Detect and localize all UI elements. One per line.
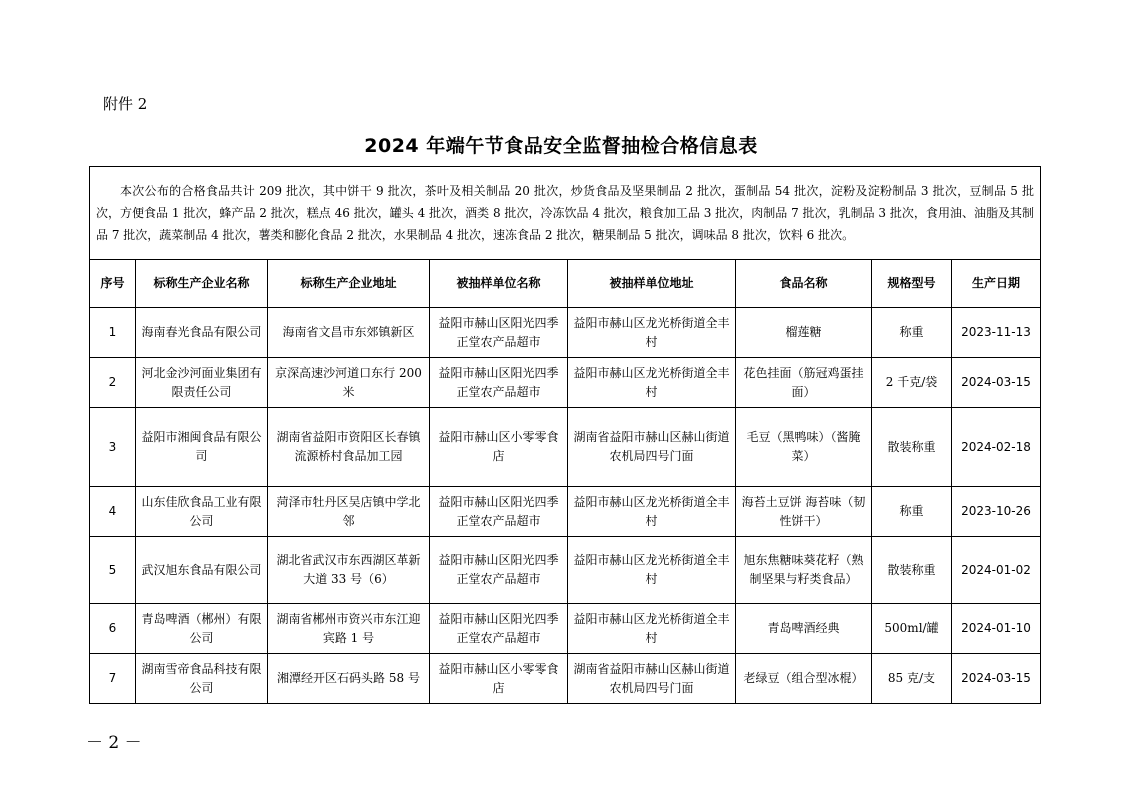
spec: 散装称重 (872, 537, 952, 604)
producer-address: 湖北省武汉市东西湖区革新大道 33 号（6） (268, 537, 430, 604)
production-date: 2023-10-26 (952, 487, 1041, 537)
food-name: 旭东焦糖味葵花籽（熟制坚果与籽类食品） (736, 537, 872, 604)
spec: 2 千克/袋 (872, 358, 952, 408)
sampled-unit-name: 益阳市赫山区阳光四季正堂农产品超市 (430, 604, 568, 654)
sampled-unit-address: 湖南省益阳市赫山区赫山街道农机局四号门面 (568, 654, 736, 704)
producer-address: 湖南省郴州市资兴市东江迎宾路 1 号 (268, 604, 430, 654)
producer-name: 海南春光食品有限公司 (136, 308, 268, 358)
header-spec: 规格型号 (872, 260, 952, 308)
table-row (90, 358, 1041, 408)
producer-address: 海南省文昌市东郊镇新区 (268, 308, 430, 358)
sampled-unit-address: 益阳市赫山区龙光桥街道全丰村 (568, 358, 736, 408)
sampled-unit-name: 益阳市赫山区小零零食店 (430, 408, 568, 487)
row-no: 7 (90, 654, 136, 704)
spec: 称重 (872, 308, 952, 358)
food-name: 老绿豆（组合型冰棍） (736, 654, 872, 704)
production-date: 2024-03-15 (952, 358, 1041, 408)
producer-name: 青岛啤酒（郴州）有限公司 (136, 604, 268, 654)
attachment-label: 附件 2 (103, 95, 148, 113)
sampled-unit-name: 益阳市赫山区小零零食店 (430, 654, 568, 704)
food-name: 海苔土豆饼 海苔味（韧性饼干） (736, 487, 872, 537)
sampled-unit-address: 益阳市赫山区龙光桥街道全丰村 (568, 604, 736, 654)
producer-address: 湖南省益阳市资阳区长春镇流源桥村食品加工园 (268, 408, 430, 487)
producer-name: 湖南雪帝食品科技有限公司 (136, 654, 268, 704)
table-row (90, 654, 1041, 704)
producer-name: 益阳市湘闽食品有限公司 (136, 408, 268, 487)
table-row (90, 408, 1041, 487)
table-row (90, 604, 1041, 654)
sampled-unit-name: 益阳市赫山区阳光四季正堂农产品超市 (430, 487, 568, 537)
producer-name: 武汉旭东食品有限公司 (136, 537, 268, 604)
food-name: 榴莲糖 (736, 308, 872, 358)
production-date: 2024-03-15 (952, 654, 1041, 704)
sampled-unit-name: 益阳市赫山区阳光四季正堂农产品超市 (430, 537, 568, 604)
header-row (90, 260, 1041, 308)
header-food-name: 食品名称 (736, 260, 872, 308)
producer-address: 京深高速沙河道口东行 200 米 (268, 358, 430, 408)
producer-name: 河北金沙河面业集团有限责任公司 (136, 358, 268, 408)
production-date: 2024-02-18 (952, 408, 1041, 487)
page-title: 2024 年端午节食品安全监督抽检合格信息表 (364, 135, 758, 157)
spec: 散装称重 (872, 408, 952, 487)
page-number: － 2 － (86, 733, 142, 753)
food-name: 青岛啤酒经典 (736, 604, 872, 654)
sampled-unit-address: 益阳市赫山区龙光桥街道全丰村 (568, 487, 736, 537)
row-no: 6 (90, 604, 136, 654)
sampled-unit-address: 湖南省益阳市赫山区赫山街道农机局四号门面 (568, 408, 736, 487)
row-no: 2 (90, 358, 136, 408)
production-date: 2024-01-10 (952, 604, 1041, 654)
row-no: 3 (90, 408, 136, 487)
spec: 500ml/罐 (872, 604, 952, 654)
inspection-table (89, 166, 1041, 704)
food-name: 花色挂面（筋冠鸡蛋挂面） (736, 358, 872, 408)
production-date: 2024-01-02 (952, 537, 1041, 604)
header-producer-address: 标称生产企业地址 (268, 260, 430, 308)
header-date: 生产日期 (952, 260, 1041, 308)
sampled-unit-name: 益阳市赫山区阳光四季正堂农产品超市 (430, 308, 568, 358)
header-sampled-unit: 被抽样单位名称 (430, 260, 568, 308)
summary-row (90, 167, 1041, 260)
producer-address: 菏泽市牡丹区吴店镇中学北邻 (268, 487, 430, 537)
sampled-unit-address: 益阳市赫山区龙光桥街道全丰村 (568, 537, 736, 604)
table-row (90, 537, 1041, 604)
table-row (90, 308, 1041, 358)
spec: 称重 (872, 487, 952, 537)
header-sampled-address: 被抽样单位地址 (568, 260, 736, 308)
sampled-unit-address: 益阳市赫山区龙光桥街道全丰村 (568, 308, 736, 358)
producer-name: 山东佳欣食品工业有限公司 (136, 487, 268, 537)
sampled-unit-name: 益阳市赫山区阳光四季正堂农产品超市 (430, 358, 568, 408)
row-no: 4 (90, 487, 136, 537)
producer-address: 湘潭经开区石码头路 58 号 (268, 654, 430, 704)
table-row (90, 487, 1041, 537)
spec: 85 克/支 (872, 654, 952, 704)
production-date: 2023-11-13 (952, 308, 1041, 358)
row-no: 5 (90, 537, 136, 604)
header-producer: 标称生产企业名称 (136, 260, 268, 308)
summary-text: 本次公布的合格食品共计 209 批次，其中饼干 9 批次，茶叶及相关制品 20 批次，炒货食品及坚果制品 2 批次，蛋制品 54 批次，淀粉及淀粉制品 3 批次，豆制品 5 批次，方便食品 1 批次，蜂产品 2 批次，糕点 46 批次，罐头 4 批次，酒类 8 批次，冷冻饮品 4 批次，粮食加工品 3 批次，肉制品 7 批次，乳制品 3 批次，食用油、油脂及其制品 7 批次，蔬菜制品 4 批次，薯类和膨化食品 2 批次，水果制品 4 批次，速冻食品 2 批次，糖果制品 5 批次，调味品 8 批次，饮料 6 批次。 (90, 167, 1041, 260)
row-no: 1 (90, 308, 136, 358)
food-name: 毛豆（黑鸭味）（酱腌菜） (736, 408, 872, 487)
header-no: 序号 (90, 260, 136, 308)
